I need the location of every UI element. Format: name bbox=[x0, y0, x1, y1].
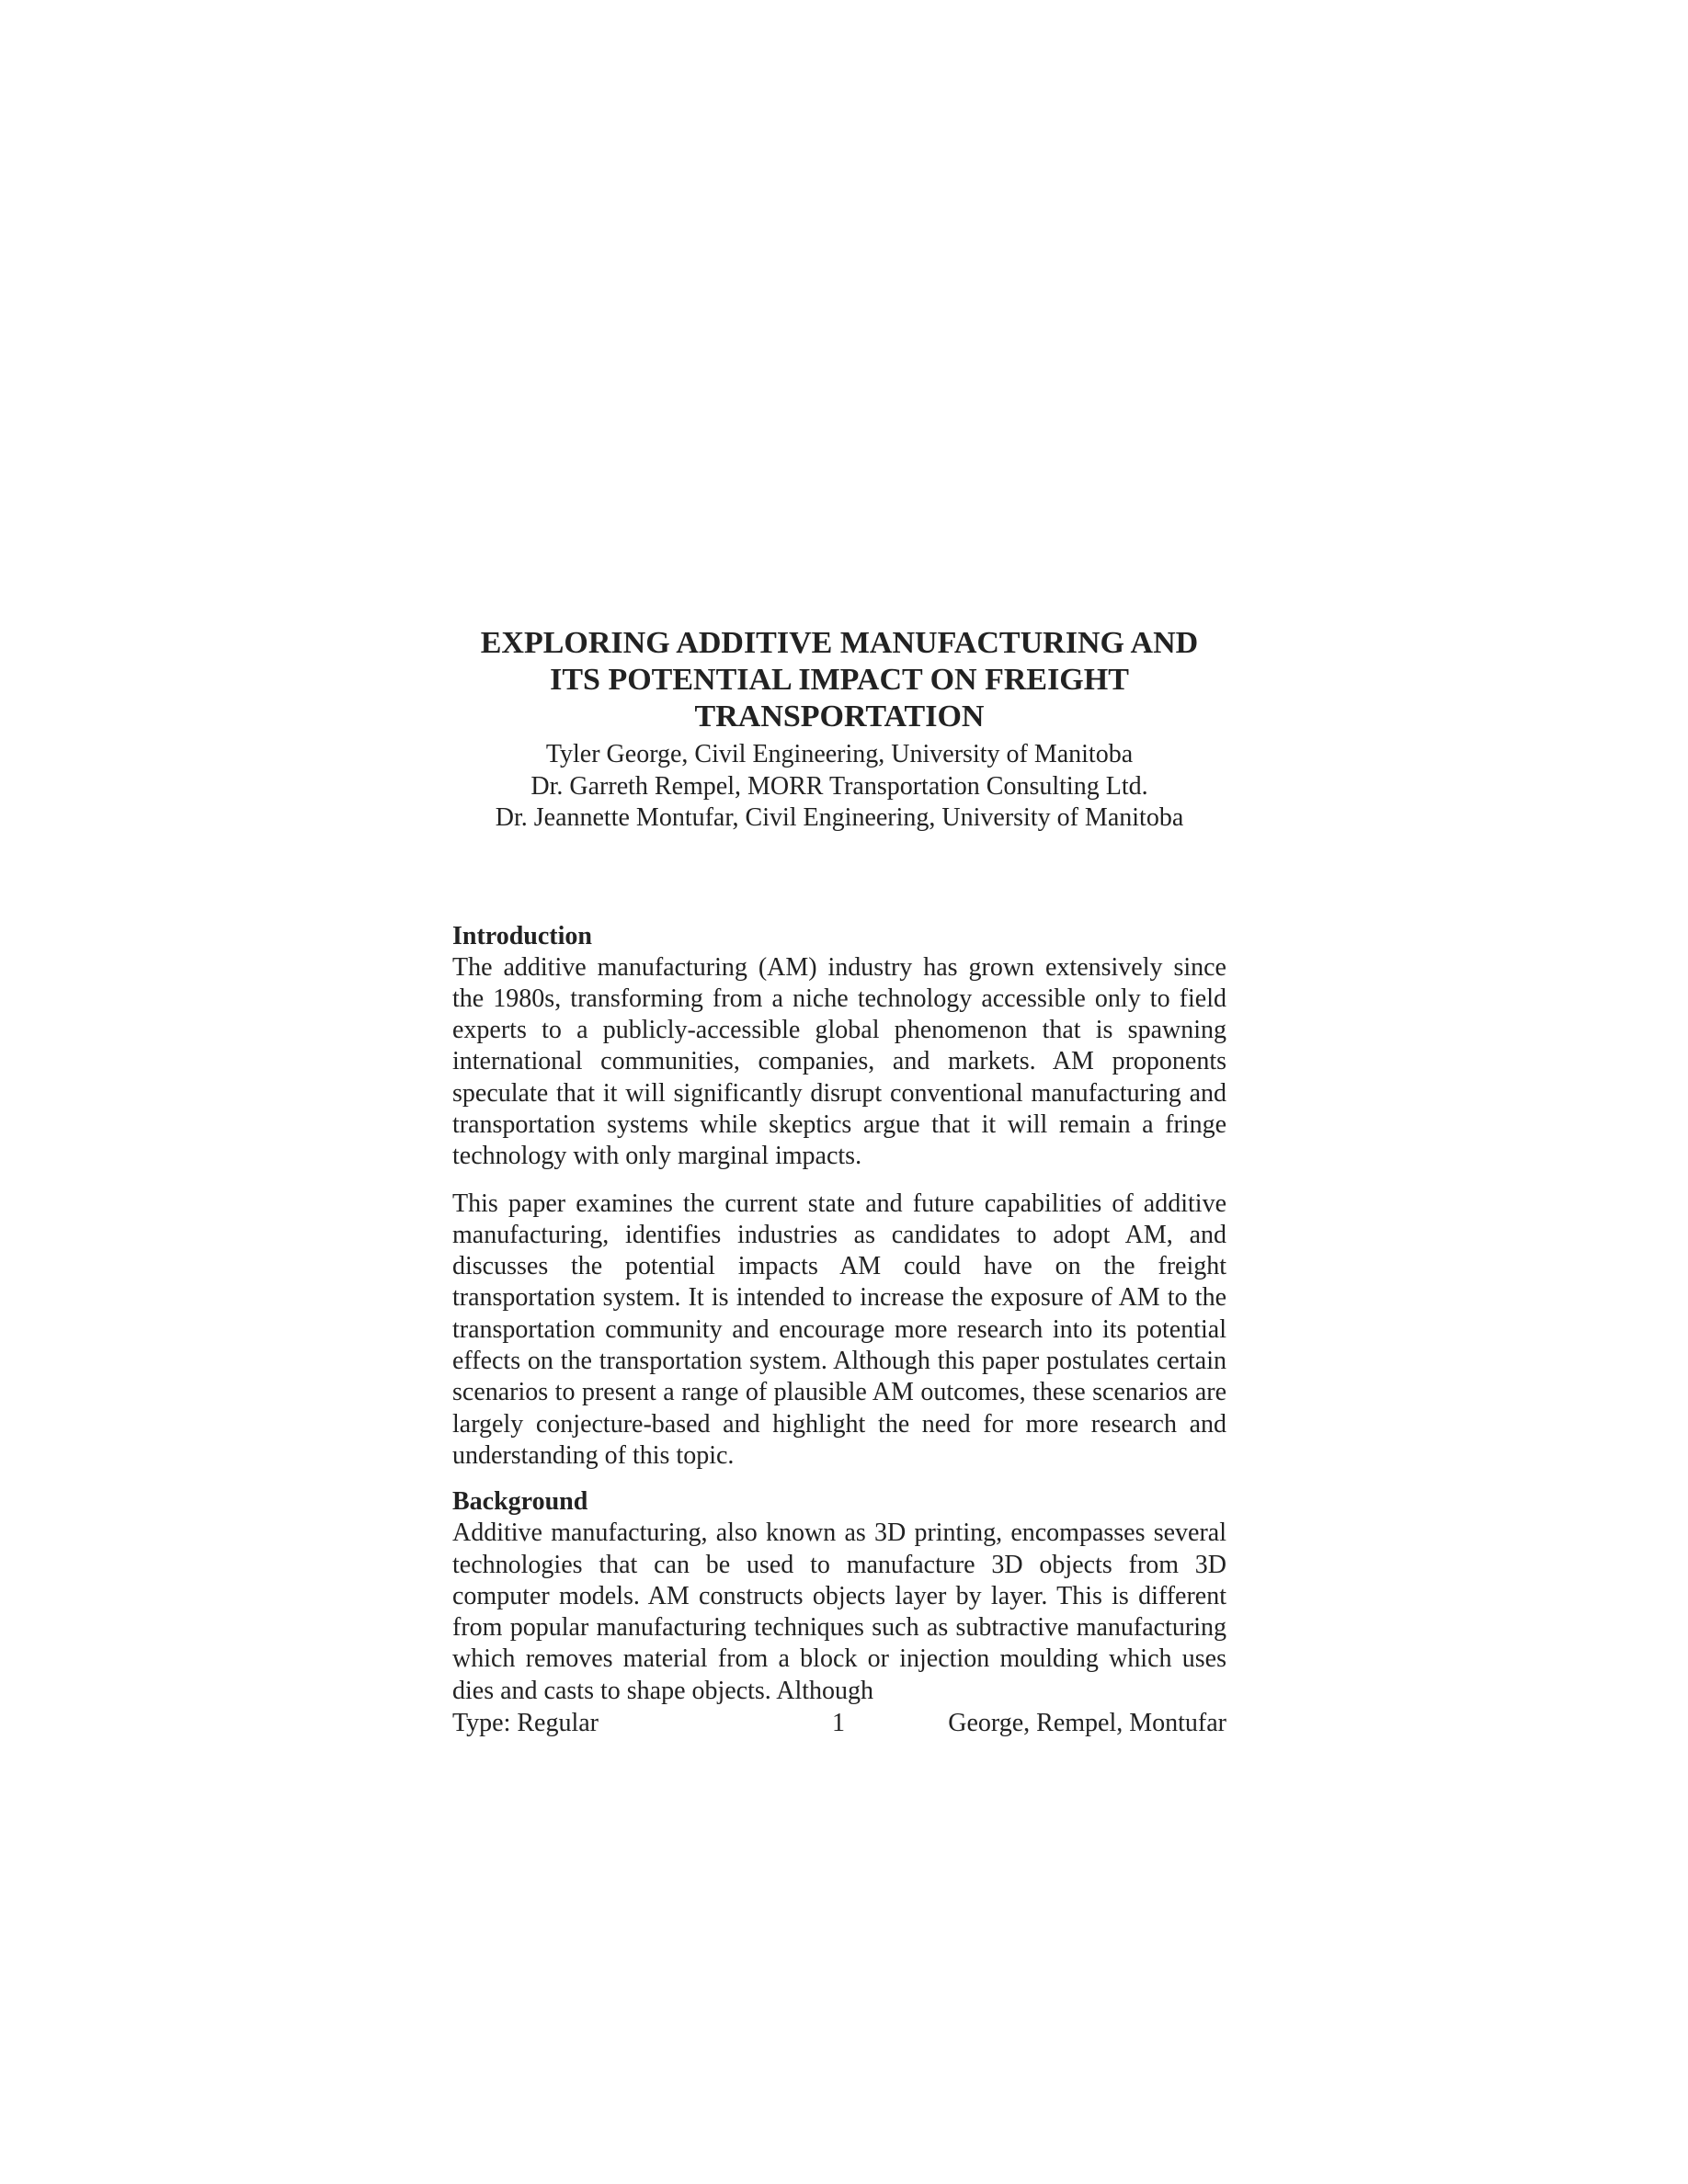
background-section bbox=[452, 1486, 1226, 1707]
title-line: TRANSPORTATION bbox=[694, 700, 985, 734]
author-line: Dr. Jeannette Montufar, Civil Engineering, University of Manitoba bbox=[495, 803, 1184, 832]
footer-page-number: 1 bbox=[832, 1709, 845, 1737]
author-line: Tyler George, Civil Engineering, University of Manitoba bbox=[545, 740, 1134, 768]
introduction-section bbox=[452, 921, 1226, 1473]
footer-type-label: Type: Regular bbox=[452, 1709, 599, 1737]
section-heading-background: Background bbox=[452, 1487, 588, 1517]
title-line: EXPLORING ADDITIVE MANUFACTURING AND bbox=[480, 626, 1199, 660]
title-line: ITS POTENTIAL IMPACT ON FREIGHT bbox=[550, 663, 1129, 697]
paper-title bbox=[452, 625, 1226, 735]
author-line: Dr. Garreth Rempel, MORR Transportation Consulting Ltd. bbox=[530, 771, 1148, 801]
body-paragraph: The additive manufacturing (AM) industry has grown extensively since the 1980s, transforming from a niche technology accessible only to field experts to a publicly-accessible global phenomenon that is spawning international communities, companies, and markets. AM proponents speculate that it will significantly disrupt conventional manufacturing and transportation systems while skeptics argue that it will remain a fringe technology with only marginal impacts. bbox=[452, 952, 1226, 1171]
paper-page bbox=[452, 625, 1226, 1707]
author-list bbox=[452, 739, 1226, 835]
footer-running-authors: George, Rempel, Montufar bbox=[948, 1709, 1226, 1737]
section-heading-introduction: Introduction bbox=[452, 921, 592, 950]
body-paragraph: Additive manufacturing, also known as 3D printing, encompasses several technologies that can be used to manufacture 3D objects from 3D computer models. AM constructs objects layer by layer. This is different from popular manufacturing techniques such as subtractive manufacturing which removes material from a block or injection moulding which uses dies and casts to shape objects. Although bbox=[452, 1519, 1226, 1705]
body-paragraph: This paper examines the current state and future capabilities of additive manufacturing, identifies industries as candidates to adopt AM, and discusses the potential impacts AM could have on the freight transportation system. It is intended to increase the exposure of AM to the transportation community and encourage more research into its potential effects on the transportation system. Although this paper postulates certain scenarios to present a range of plausible AM outcomes, these scenarios are largely conjecture-based and highlight the need for more research and understanding of this topic. bbox=[452, 1189, 1226, 1470]
page-footer bbox=[452, 1708, 1226, 1741]
